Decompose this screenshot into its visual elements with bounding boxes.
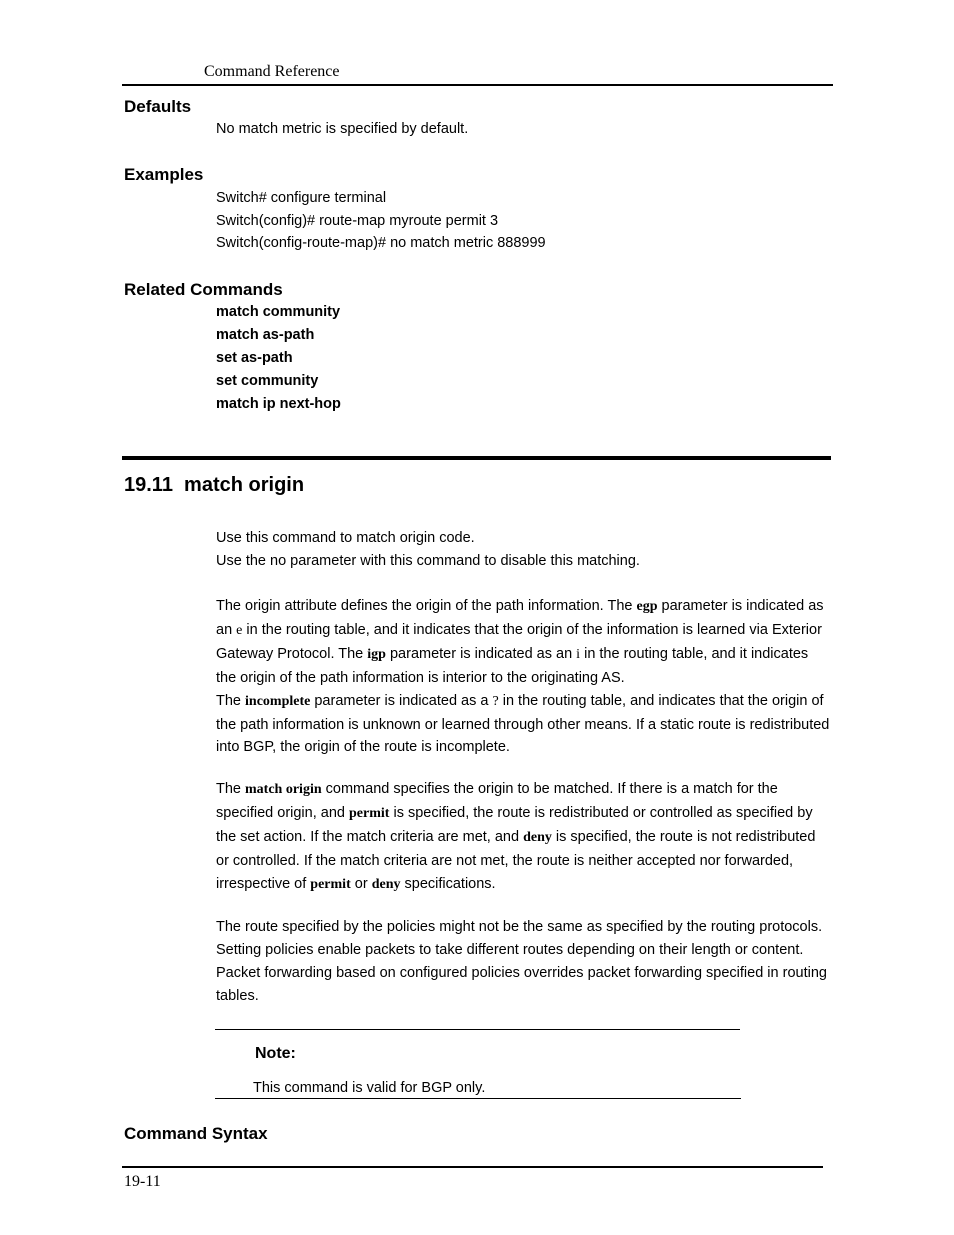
- note-bottom-rule: [215, 1098, 741, 1099]
- related-command-item: match ip next-hop: [216, 396, 341, 412]
- section-rule: [122, 456, 831, 460]
- example-line: Switch# configure terminal: [216, 190, 387, 206]
- note-text: This command is valid for BGP only.: [253, 1080, 486, 1096]
- intro-line: Use this command to match origin code.: [216, 530, 475, 546]
- related-command-item: set as-path: [216, 350, 293, 366]
- example-line: Switch(config-route-map)# no match metric 888999: [216, 235, 546, 251]
- related-command-item: set community: [216, 373, 319, 389]
- running-header: Command Reference: [204, 63, 340, 80]
- policy-paragraph: The route specified by the policies might not be the same as specified by the routing protocols. Setting policies enable packets to take different routes depending on their length or content. Packet forwarding based on configured policies overrides packet forwarding specified in routing tables.: [216, 919, 827, 1004]
- command-syntax-heading: Command Syntax: [124, 1124, 268, 1143]
- section-title: 19.11 match origin: [124, 474, 305, 496]
- intro-line: Use the no parameter with this command to disable this matching.: [216, 553, 640, 569]
- origin-paragraph: The origin attribute defines the origin of the path information. The egp parameter is indicated as an e in the routing table, and it indicates that the origin of the information is learned via Exterior Gateway Protocol. The igp parameter is indicated as an i in the routing table, and it indicates the origin of the path information is interior to the originating AS. The incomplete parameter is indicated as a ? in the routing table, and indicates that the origin of the path information is unknown or learned through other means. If a static route is redistributed into BGP, the origin of the route is incomplete.: [216, 598, 830, 756]
- footer-rule: [122, 1166, 823, 1168]
- header-rule: [122, 84, 833, 86]
- note-title: Note:: [255, 1045, 296, 1062]
- related-command-item: match community: [216, 304, 341, 320]
- related-commands-heading: Related Commands: [124, 280, 283, 299]
- page-number: 19-11: [124, 1173, 161, 1190]
- note-top-rule: [215, 1029, 740, 1030]
- match-origin-paragraph: The match origin command specifies the origin to be matched. If there is a match for the specified origin, and permit is specified, the route is redistributed or controlled as specified by the set action. If the match criteria are met, and deny is specified, the route is not redistributed or controlled. If the match criteria are not met, the route is neither accepted nor forwarded, irrespective of permit or deny specifications.: [216, 781, 816, 892]
- examples-heading: Examples: [124, 165, 204, 184]
- defaults-text: No match metric is specified by default.: [216, 121, 469, 137]
- related-command-item: match as-path: [216, 327, 315, 343]
- defaults-heading: Defaults: [124, 97, 192, 116]
- example-line: Switch(config)# route-map myroute permit 3: [216, 213, 499, 229]
